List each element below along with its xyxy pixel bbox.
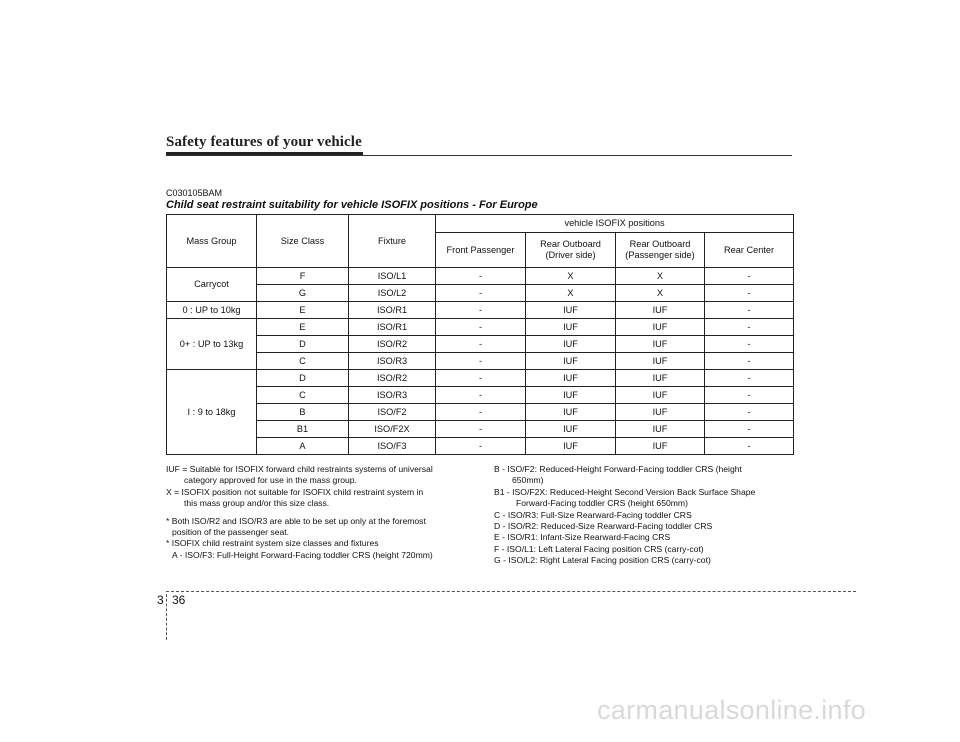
fixture-cell: ISO/L1 [349, 268, 436, 285]
header-fixture: Fixture [349, 215, 436, 268]
header-front-passenger: Front Passenger [436, 233, 526, 268]
footer-rule [166, 591, 856, 592]
note-iuf-line2: category approved for use in the mass group. [184, 475, 357, 486]
table-row [167, 285, 794, 302]
table-row [167, 302, 794, 319]
fixture-cell: ISO/R3 [349, 387, 436, 404]
note-class-f: F - ISO/L1: Left Lateral Facing position CRS (carry-cot) [494, 543, 704, 554]
fixture-cell: ISO/R2 [349, 336, 436, 353]
fixture-cell: ISO/F3 [349, 438, 436, 455]
rear-center-cell: - [705, 336, 794, 353]
mass-group-cell: 0 : UP to 10kg [167, 302, 257, 319]
header-mass-group: Mass Group [167, 215, 257, 268]
rear-outboard-passenger-cell: IUF [616, 387, 705, 404]
rear-center-cell: - [705, 285, 794, 302]
note-iuf-line1: IUF = Suitable for ISOFIX forward child restraints systems of universal [166, 464, 433, 474]
rear-center-cell: - [705, 353, 794, 370]
rear-outboard-driver-cell: IUF [526, 336, 616, 353]
front-passenger-cell: - [436, 336, 526, 353]
note-class-b1 [494, 487, 793, 510]
legend-notes-right [494, 464, 793, 567]
page-section-number: 3 [157, 593, 164, 607]
rear-outboard-driver-cell: IUF [526, 421, 616, 438]
size-class-cell: B [257, 404, 349, 421]
size-class-cell: A [257, 438, 349, 455]
rear-outboard-driver-cell: IUF [526, 387, 616, 404]
front-passenger-cell: - [436, 370, 526, 387]
front-passenger-cell: - [436, 319, 526, 336]
note-class-b-line1: B - ISO/F2: Reduced-Height Forward-Facing toddler CRS (height [494, 464, 742, 474]
rear-outboard-passenger-cell: IUF [616, 370, 705, 387]
header-size-class: Size Class [257, 215, 349, 268]
front-passenger-cell: - [436, 404, 526, 421]
note-x-line1: X = ISOFIX position not suitable for ISOFIX child restraint system in [166, 486, 424, 497]
header-rear-center: Rear Center [705, 233, 794, 268]
table-row [167, 370, 794, 387]
fixture-cell: ISO/R1 [349, 302, 436, 319]
rear-outboard-driver-cell: X [526, 285, 616, 302]
legend-notes-left [166, 464, 472, 561]
size-class-cell: F [257, 268, 349, 285]
isofix-suitability-table [166, 214, 794, 455]
note-x [166, 487, 472, 510]
front-passenger-cell: - [436, 387, 526, 404]
note-class-e: E - ISO/R1: Infant-Size Rearward-Facing CRS [494, 532, 671, 543]
mass-group-cell: I : 9 to 18kg [167, 370, 257, 455]
rear-center-cell: - [705, 319, 794, 336]
front-passenger-cell: - [436, 285, 526, 302]
size-class-cell: C [257, 353, 349, 370]
fixture-cell: ISO/F2X [349, 421, 436, 438]
front-passenger-cell: - [436, 302, 526, 319]
fixture-cell: ISO/F2 [349, 404, 436, 421]
front-passenger-cell: - [436, 268, 526, 285]
page-number: 36 [172, 593, 186, 607]
note-class-a: A - ISO/F3: Full-Height Forward-Facing toddler CRS (height 720mm) [172, 549, 433, 560]
table-row [167, 353, 794, 370]
table-row [167, 387, 794, 404]
section-code: C030105BAM [166, 188, 223, 198]
rear-center-cell: - [705, 370, 794, 387]
note-class-b1-line2: Forward-Facing toddler CRS (height 650mm) [516, 498, 688, 509]
header-rear-outboard-driver [526, 233, 616, 268]
header-rear-outboard-driver-line2: (Driver side) [545, 250, 596, 260]
table-row [167, 336, 794, 353]
rear-outboard-passenger-cell: IUF [616, 319, 705, 336]
section-title: Child seat restraint suitability for vehicle ISOFIX positions - For Europe [166, 199, 538, 211]
table-row [167, 319, 794, 336]
rear-center-cell: - [705, 268, 794, 285]
rear-outboard-driver-cell: IUF [526, 302, 616, 319]
rear-center-cell: - [705, 421, 794, 438]
fixture-cell: ISO/R1 [349, 319, 436, 336]
note-iso-r2-r3-line2: position of the passenger seat. [172, 527, 290, 538]
fixture-cell: ISO/R3 [349, 353, 436, 370]
rear-outboard-driver-cell: IUF [526, 404, 616, 421]
fixture-cell: ISO/L2 [349, 285, 436, 302]
rear-outboard-passenger-cell: IUF [616, 421, 705, 438]
size-class-cell: B1 [257, 421, 349, 438]
table-row [167, 404, 794, 421]
header-rear-outboard-driver-line1: Rear Outboard [540, 239, 601, 249]
note-x-line2: this mass group and/or this size class. [184, 498, 330, 509]
note-size-classes [166, 538, 472, 561]
rear-outboard-driver-cell: IUF [526, 370, 616, 387]
rear-center-cell: - [705, 404, 794, 421]
rear-center-cell: - [705, 387, 794, 404]
note-class-g: G - ISO/L2: Right Lateral Facing position CRS (carry-cot) [494, 555, 711, 566]
note-class-b-line2: 650mm) [512, 475, 544, 486]
note-iuf [166, 464, 472, 487]
rear-outboard-driver-cell: X [526, 268, 616, 285]
size-class-cell: D [257, 336, 349, 353]
fixture-cell: ISO/R2 [349, 370, 436, 387]
note-iso-r2-r3-line1: * Both ISO/R2 and ISO/R3 are able to be set up only at the foremost [166, 515, 426, 526]
rear-outboard-passenger-cell: IUF [616, 404, 705, 421]
rear-outboard-passenger-cell: IUF [616, 353, 705, 370]
rear-outboard-passenger-cell: IUF [616, 336, 705, 353]
rear-outboard-passenger-cell: X [616, 285, 705, 302]
header-vehicle-isofix-positions: vehicle ISOFIX positions [436, 215, 794, 233]
footer-vertical-rule [166, 594, 167, 640]
header-rear-outboard-passenger-line1: Rear Outboard [629, 239, 691, 249]
note-size-classes-line: * ISOFIX child restraint system size classes and fixtures [166, 538, 379, 549]
rear-center-cell: - [705, 302, 794, 319]
front-passenger-cell: - [436, 353, 526, 370]
size-class-cell: E [257, 319, 349, 336]
size-class-cell: G [257, 285, 349, 302]
front-passenger-cell: - [436, 438, 526, 455]
note-class-c: C - ISO/R3: Full-Size Rearward-Facing toddler CRS [494, 509, 692, 520]
size-class-cell: D [257, 370, 349, 387]
header-rear-outboard-passenger [616, 233, 705, 268]
note-class-b1-line1: B1 - ISO/F2X: Reduced-Height Second Version Back Surface Shape [494, 486, 756, 497]
watermark: carmanualsonline.info [597, 695, 866, 725]
header-rear-outboard-passenger-line2: (Passenger side) [625, 250, 695, 260]
size-class-cell: C [257, 387, 349, 404]
rear-outboard-passenger-cell: IUF [616, 438, 705, 455]
rear-outboard-driver-cell: IUF [526, 438, 616, 455]
rear-outboard-driver-cell: IUF [526, 353, 616, 370]
header-rule [166, 155, 792, 156]
rear-outboard-passenger-cell: IUF [616, 302, 705, 319]
rear-outboard-passenger-cell: X [616, 268, 705, 285]
mass-group-cell: 0+ : UP to 13kg [167, 319, 257, 370]
front-passenger-cell: - [436, 421, 526, 438]
table-row [167, 438, 794, 455]
mass-group-cell: Carrycot [167, 268, 257, 302]
table-row [167, 268, 794, 285]
rear-outboard-driver-cell: IUF [526, 319, 616, 336]
table-row [167, 421, 794, 438]
size-class-cell: E [257, 302, 349, 319]
page-header-title: Safety features of your vehicle [166, 134, 362, 150]
note-iso-r2-r3 [166, 516, 472, 539]
note-class-b [494, 464, 793, 487]
note-class-d: D - ISO/R2: Reduced-Size Rearward-Facing toddler CRS [494, 521, 713, 532]
rear-center-cell: - [705, 438, 794, 455]
